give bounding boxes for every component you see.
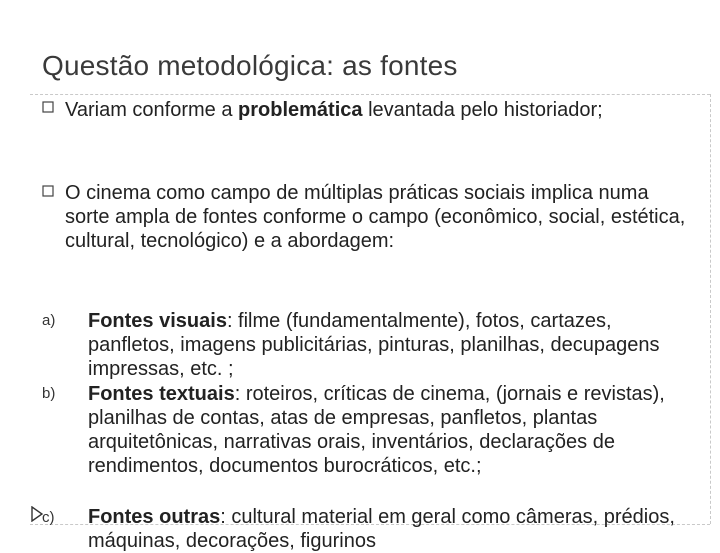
- list-item-fontes-visuais: [88, 309, 700, 381]
- item-text: : cultural material em geral como câmeras, prédios, máquinas, decorações, figurinos: [88, 506, 675, 552]
- slide-title: Questão metodológica: as fontes: [42, 50, 458, 81]
- item-bold-term: Fontes outras: [88, 506, 221, 528]
- slide-right-border: [710, 94, 711, 524]
- play-pointer-icon[interactable]: [31, 506, 43, 527]
- bullet-cinema: O cinema como campo de múltiplas práticas sociais implica numa sorte ampla de fontes conforme o campo (econômico, social, estética, cultural, tecnológico) e a abordagem:: [65, 182, 686, 252]
- list-marker-a: a): [42, 312, 56, 329]
- checkbox-square-icon: [42, 101, 54, 116]
- bullet-text: levantada pelo historiador;: [362, 99, 603, 121]
- bullet-bold-term: problemática: [238, 99, 363, 121]
- list-marker-c: c): [42, 509, 55, 526]
- item-bold-term: Fontes visuais: [88, 310, 227, 332]
- list-item-fontes-outras: [88, 505, 700, 553]
- bullet-problematica: [65, 98, 695, 122]
- item-text: : roteiros, críticas de cinema, (jornais e revistas), planilhas de contas, atas de empresas, panfletos, plantas arquitetônicas, narrativas orais, inventários, declarações de rendimentos, documentos burocráticos, etc.;: [88, 383, 665, 477]
- checkbox-square-icon: [42, 185, 54, 200]
- bullet-text: Variam conforme a: [65, 99, 239, 121]
- list-item-fontes-textuais: [88, 382, 700, 478]
- title-divider: [30, 94, 710, 95]
- item-bold-term: Fontes textuais: [88, 383, 235, 405]
- item-text: : filme (fundamentalmente), fotos, cartazes, panfletos, imagens publicitárias, pinturas, planilhas, decupagens impressas, etc. ;: [88, 310, 660, 380]
- list-marker-b: b): [42, 385, 56, 402]
